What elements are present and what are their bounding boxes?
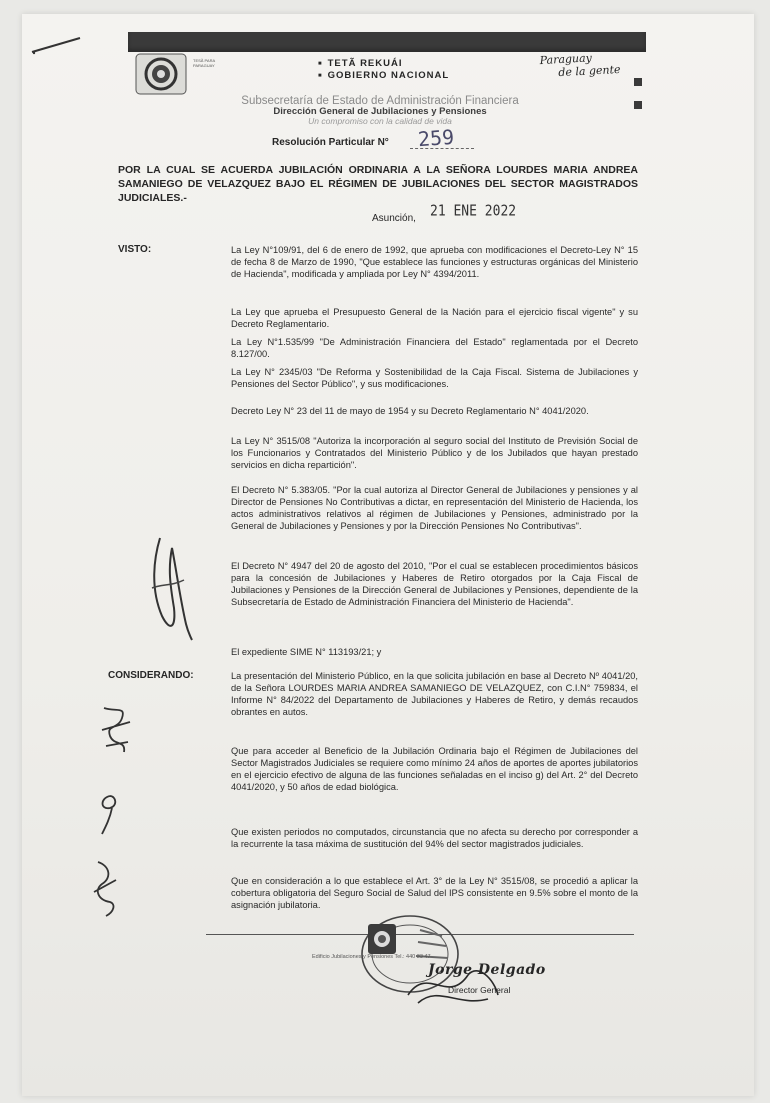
visto-paragraph: La Ley N°1.535/99 "De Administración Financiera del Estado" reglamentada por el Decreto 8.127/00.	[231, 337, 638, 359]
resolution-underline	[410, 148, 474, 149]
resolution-number: 259	[417, 124, 455, 152]
visto-paragraph: El expediente SIME N° 113193/21; y	[231, 647, 382, 657]
considerando-label: CONSIDERANDO:	[108, 670, 194, 681]
slogan-line-1: Paraguay	[539, 51, 593, 68]
square-mark	[634, 101, 642, 109]
considerando-paragraph: La presentación del Ministerio Público, en la que solicita jubilación en base al Decreto Nº 4041/20, de la Señora LOURDES MARIA ANDREA SAMANIEGO DE VELAZQUEZ, con C.I.N° 759834, el Informe N° 84/2022 del Departamento de Jubilaciones y Haberes de Retiro, y demás recaudos obrantes en autos.	[231, 671, 638, 717]
institution-block	[200, 95, 560, 126]
pen-mark	[28, 34, 88, 58]
contact-info: Edificio Jubilaciones y Pensiones Tel.: 440 33 47	[312, 954, 431, 960]
date-stamp: 21 ENE 2022	[430, 202, 517, 221]
header-bar	[128, 32, 646, 52]
visto-label: VISTO:	[118, 244, 152, 255]
government-heading	[318, 58, 449, 82]
slogan-line-2: de la gente	[558, 62, 621, 80]
visto-paragraph: La Ley N°109/91, del 6 de enero de 1992, que aprueba con modificaciones el Decreto-Ley N° 15 de fecha 8 de Marzo de 1990, "Que establece las funciones y estructuras orgánicas del Ministerio de Hacienda", modificada y ampliada por Ley N° 4394/2011.	[231, 245, 638, 279]
visto-paragraph: Decreto Ley N° 23 del 11 de mayo de 1954 y su Decreto Reglamentario N° 4041/2020.	[231, 406, 589, 416]
considerando-paragraph: Que existen periodos no computados, circunstancia que no afecta su derecho por corresponder a la recurrente la tasa máxima de sustitución del 94% del sector magistrados judiciales.	[231, 827, 638, 849]
national-seal-icon	[134, 52, 188, 96]
slogan	[539, 50, 620, 80]
direccion: Dirección General de Jubilaciones y Pensiones	[273, 106, 487, 117]
motto: Un compromiso con la calidad de vida	[308, 116, 452, 126]
gov-line-1: ■ TETÃ REKUÁI	[318, 58, 449, 70]
visto-paragraph: La Ley que aprueba el Presupuesto General de la Nación para el ejercicio fiscal vigente" y su Decreto Reglamentario.	[231, 307, 638, 329]
considerando-paragraph: Que para acceder al Beneficio de la Jubilación Ordinaria bajo el Régimen de Jubilaciones del Sector Magistrados Judiciales se requiere como mínimo 24 años de aportes de aportes jubilatorios en el ejercicio efectivo de alguna de las funciones señaladas en el inciso g) del Art. 2° del Decreto 4041/2020, y 50 años de edad biológica.	[231, 746, 638, 792]
margin-signature	[140, 528, 198, 646]
resolution-label: Resolución Particular N°	[272, 137, 389, 148]
visto-paragraph: El Decreto N° 5.383/05. "Por la cual autoriza al Director General de Jubilaciones y pensiones y al Director de Pensiones No Contributivas a dictar, en representación del Ministerio de Hacienda, los actos administrativos relativos al régimen de Jubilaciones y Pensiones, administrado por la General de Jubilaciones y Pensiones y por la Dirección Pensiones No Contributivas".	[231, 485, 638, 531]
margin-initial	[88, 856, 122, 920]
subsecretaria: Subsecretaría de Estado de Administración Financiera	[241, 95, 519, 107]
document-title: POR LA CUAL SE ACUERDA JUBILACIÓN ORDINARIA A LA SEÑORA LOURDES MARIA ANDREA SAMANIEGO DE VELAZQUEZ BAJO EL RÉGIMEN DE JUBILACIONES DEL SECTOR MAGISTRADOS JUDICIALES.-	[118, 164, 638, 204]
margin-initial	[96, 702, 136, 760]
signer-name: Jorge Delgado	[428, 962, 546, 978]
visto-paragraph: La Ley N° 3515/08 "Autoriza la incorporación al seguro social del Instituto de Previsión Social de los Funcionarios y Contratados del Ministerio Público y de los Jubilados que hayan prestado servicios en dicha repartición".	[231, 436, 638, 470]
gov-line-2: ■ GOBIERNO NACIONAL	[318, 70, 449, 82]
considerando-paragraph: Que en consideración a lo que establece el Art. 3° de la Ley N° 3515/08, se procedió a aplicar la cobertura obligatoria del Seguro Social de Salud del IPS consistente en 9.5% sobre el monto de la asignación jubilatoria.	[231, 876, 638, 910]
visto-paragraph: La Ley N° 2345/03 "De Reforma y Sostenibilidad de la Caja Fiscal. Sistema de Jubilaciones y Pensiones del Sector Público", y sus modificaciones.	[231, 367, 638, 389]
square-mark	[634, 78, 642, 86]
gov-small-caption: TESÃ PARA PARAGUAY	[193, 58, 215, 68]
margin-initial	[92, 790, 126, 838]
director-signature	[398, 945, 511, 1015]
signer-role: Director General	[448, 985, 511, 995]
place: Asunción,	[372, 213, 416, 224]
visto-paragraph: El Decreto N° 4947 del 20 de agosto del 2010, "Por el cual se establecen procedimientos básicos para la concesión de Jubilaciones y Haberes de Retiro otorgados por la Caja Fiscal de Jubilaciones y Pensiones de la Dirección General de Jubilaciones y Pensiones, dependiente de la Subsecretaría de Estado de Administración Financiera del Ministerio de Hacienda".	[231, 561, 638, 607]
